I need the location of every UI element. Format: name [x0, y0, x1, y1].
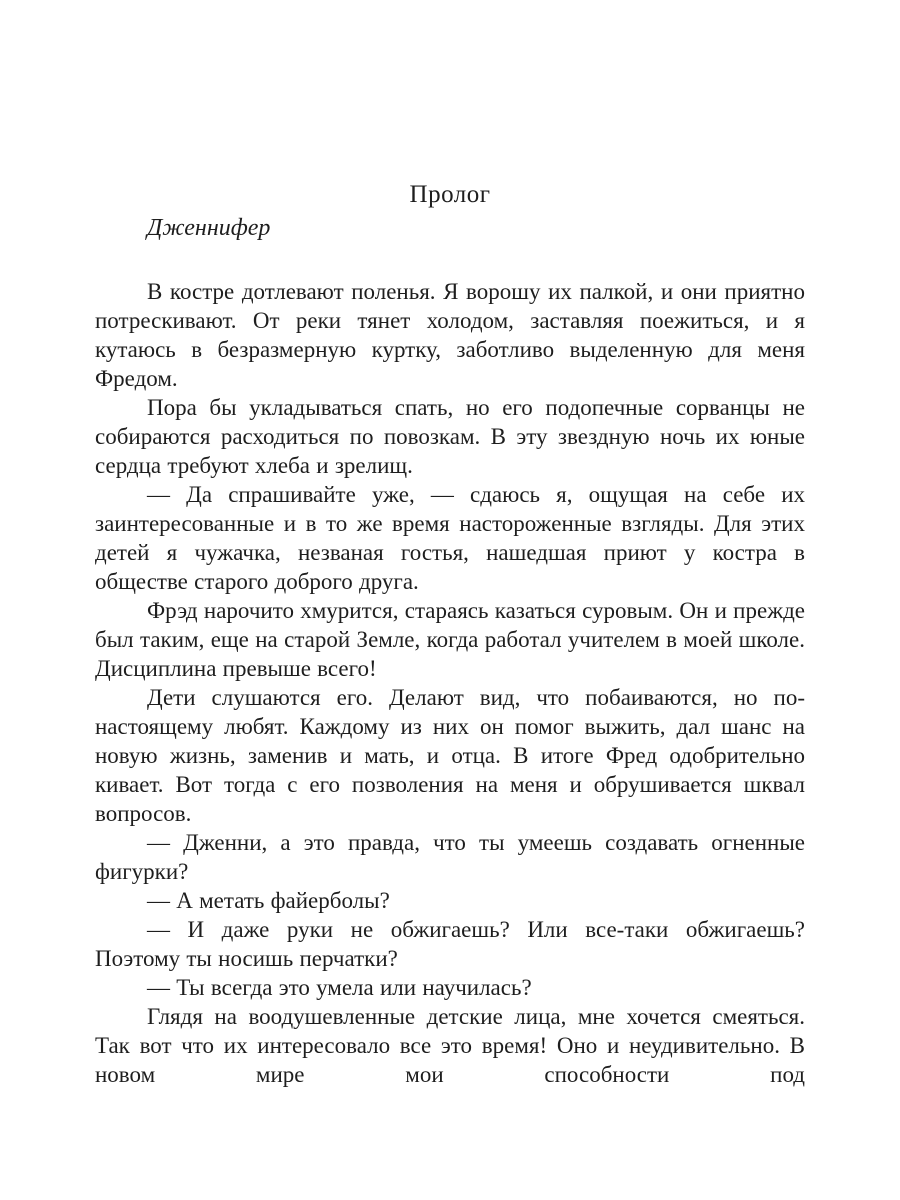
body-paragraph: В костре дотлевают поленья. Я ворошу их палкой, и они приятно потрескивают. От реки тянет холодом, заставляя поежиться, и я кутаюсь в безразмерную куртку, заботливо выделенную для меня Фредом. [95, 279, 805, 391]
body-paragraph: — Дженни, а это правда, что ты умеешь создавать огненные фигурки? [95, 830, 805, 884]
body-paragraph: — Ты всегда это умела или научилась? [147, 975, 532, 1000]
body-paragraph: — И даже руки не обжигаешь? Или все-таки обжигаешь? Поэтому ты носишь перчатки? [95, 917, 805, 971]
body-paragraph: — А метать файерболы? [147, 888, 390, 913]
narrator-name: Дженнифер [147, 215, 271, 241]
body-paragraph: Глядя на воодушевленные детские лица, мне хочется смеяться. Так вот что их интересовало все это время! Оно и неудивительно. В новом мире мои способности под [95, 1004, 805, 1087]
chapter-title: Пролог [409, 181, 491, 208]
body-text [95, 277, 805, 1089]
body-paragraph: — Да спрашивайте уже, — сдаюсь я, ощущая на себе их заинтересованные и в то же время настороженные взгляды. Для этих детей я чужачка, незваная гостья, нашедшая приют у костра в обществе старого доброго друга. [95, 482, 805, 594]
body-paragraph: Дети слушаются его. Делают вид, что побаиваются, но по-настоящему любят. Каждому из них он помог выжить, дал шанс на новую жизнь, заменив и мать, и отца. В итоге Фред одобрительно кивает. Вот тогда с его позволения на меня и обрушивается шквал вопросов. [95, 685, 805, 826]
body-paragraph: Пора бы укладываться спать, но его подопечные сорванцы не собираются расходиться по повозкам. В эту звездную ночь их юные сердца требуют хлеба и зрелищ. [95, 395, 805, 478]
body-paragraph: Фрэд нарочито хмурится, стараясь казаться суровым. Он и прежде был таким, еще на старой Земле, когда работал учителем в моей школе. Дисциплина превыше всего! [95, 598, 805, 681]
